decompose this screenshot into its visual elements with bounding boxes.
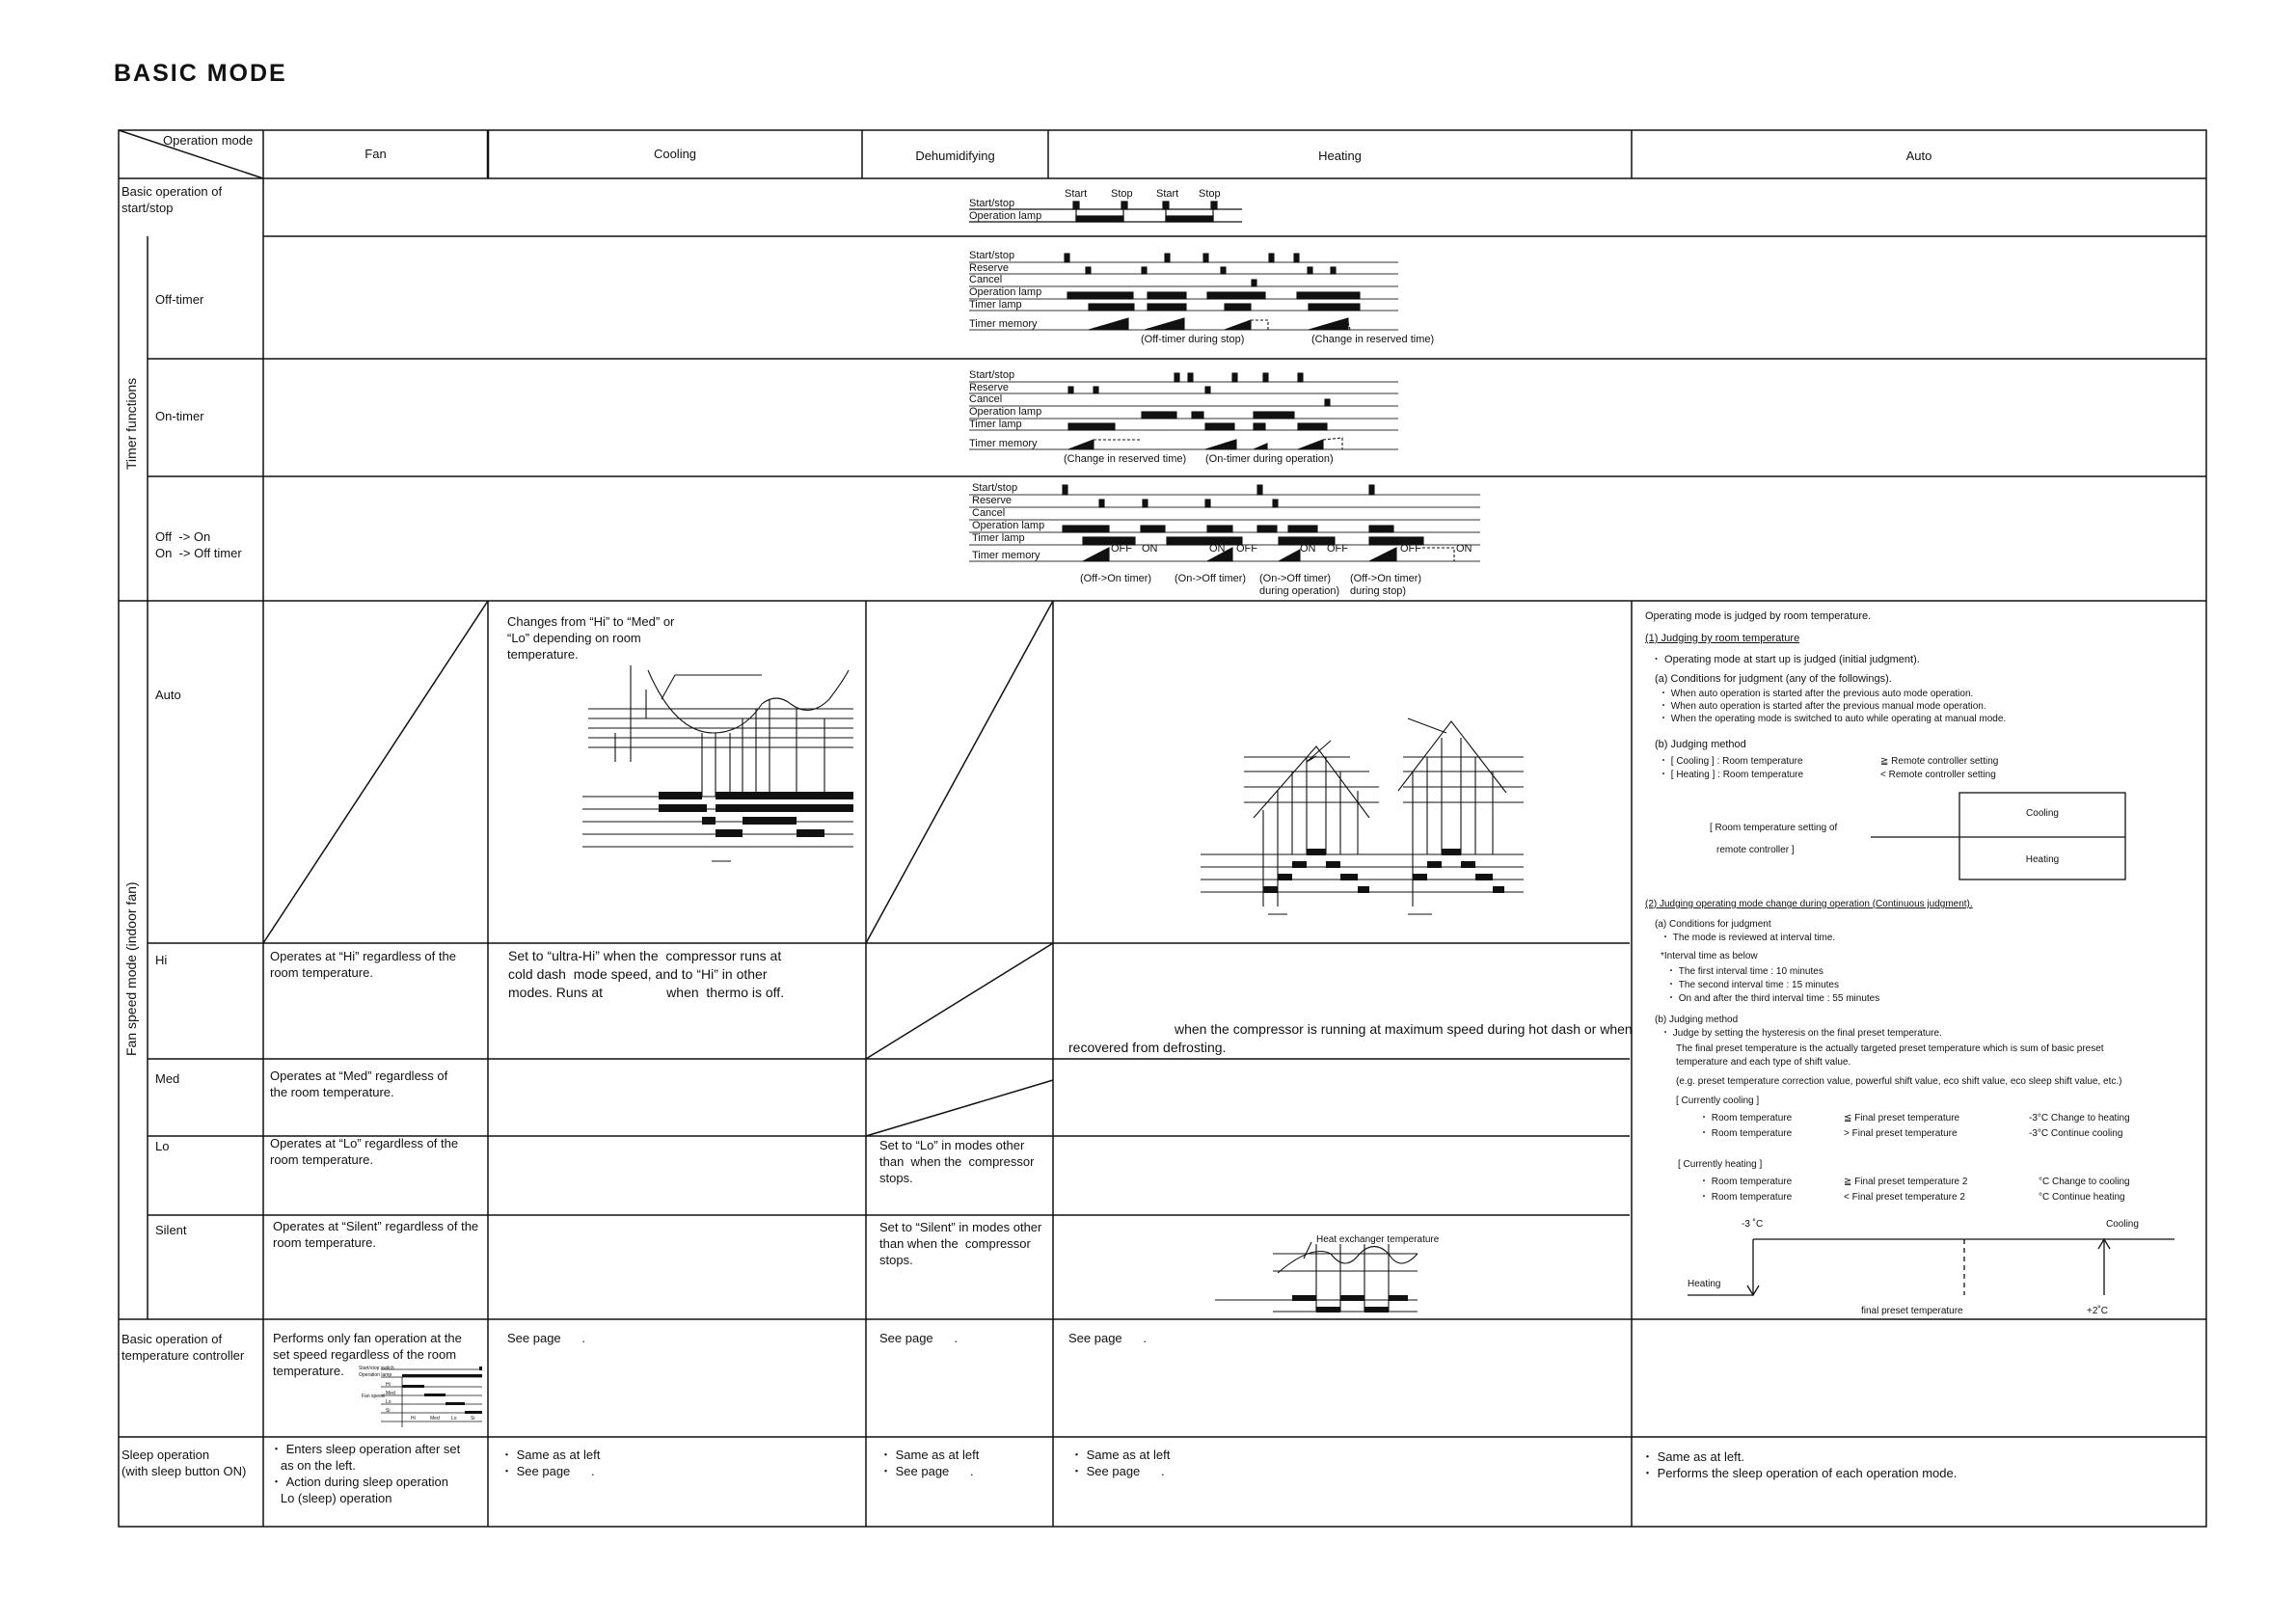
auto-setting: [ Room temperature setting of <box>1710 823 1838 833</box>
fan-mini-label: Lo <box>451 1416 457 1421</box>
cell-fan-temp-controller: Performs only fan operation at the set speed regardless of the room temperature. <box>273 1331 462 1378</box>
auto-line: < Final preset temperature 2 <box>1844 1192 1965 1203</box>
auto-line: (a) Conditions for judgment (any of the followings). <box>1655 673 1892 685</box>
row-on-timer: On-timer <box>155 409 204 423</box>
auto-line: °C Change to cooling <box>2039 1177 2130 1187</box>
auto-line: ・ On and after the third interval time : 55 minutes <box>1666 993 1880 1004</box>
offon-label: Reserve <box>972 495 1012 506</box>
on-label: Reserve <box>969 382 1009 393</box>
heat-exchanger-label: Heat exchanger temperature <box>1316 1234 1440 1245</box>
page-title: BASIC MODE <box>114 60 287 87</box>
row-temp-controller: Basic operation of temperature controller <box>122 1332 245 1363</box>
cell-dehum-sleep: ・ Same as at left ・ See page . <box>879 1448 980 1478</box>
auto-line: (e.g. preset temperature correction value, powerful shift value, eco shift value, eco sleep shift value, etc.) <box>1676 1076 2122 1087</box>
heat-exchanger-graph <box>1215 1242 1418 1313</box>
off-label: Timer memory <box>969 318 1038 330</box>
auto-line: ・ The second interval time : 15 minutes <box>1666 980 1839 990</box>
row-sleep-operation: Sleep operation (with sleep button ON) <box>122 1448 247 1478</box>
ss-event-stop-1: Stop <box>1111 188 1133 200</box>
header-cooling: Cooling <box>653 147 697 161</box>
cell-heating-hi: when the compressor is running at maximum speed during hot dash or when recovered from defrosting. <box>1068 1021 1633 1055</box>
offon-label: Start/stop <box>972 482 1018 494</box>
offon-label: Operation lamp <box>972 520 1045 531</box>
offon-mark: ON <box>1300 543 1316 555</box>
offon-mark: ON <box>1456 543 1472 555</box>
cooling-auto-graph <box>582 665 853 861</box>
ss-label-oplamp: Operation lamp <box>969 210 1042 222</box>
ss-label-startstop: Start/stop <box>969 198 1015 209</box>
auto-intro: Operating mode is judged by room temperature. <box>1645 610 1872 622</box>
auto-line: (b) Judging method <box>1655 739 1746 750</box>
cell-fan-lo: Operates at “Lo” regardless of the room temperature. <box>270 1136 459 1167</box>
fan-mini-label: Fan speed <box>362 1394 385 1399</box>
auto-line: ≦ Final preset temperature <box>1844 1113 1960 1123</box>
fan-mini-label: Med <box>386 1391 395 1396</box>
on-label: Start/stop <box>969 369 1015 381</box>
off-label: Operation lamp <box>969 286 1042 298</box>
offon-mark: OFF <box>1400 543 1421 555</box>
auto-line: (b) Judging method <box>1655 1015 1739 1025</box>
offon-label: Timer lamp <box>972 532 1025 544</box>
auto-box-heating: Heating <box>2025 854 2060 865</box>
auto-line: > Final preset temperature <box>1844 1128 1958 1139</box>
auto-setting: remote controller ] <box>1716 845 1795 855</box>
cell-fan-silent: Operates at “Silent” regardless of the room temperature. <box>273 1219 479 1250</box>
row-basic-startstop: Basic operation of start/stop <box>122 184 223 215</box>
fan-mini-label: Lo <box>386 1399 392 1405</box>
cell-fan-hi: Operates at “Hi” regardless of the room temperature. <box>270 949 456 980</box>
header-auto: Auto <box>1905 149 1932 163</box>
ss-event-stop-2: Stop <box>1199 188 1221 200</box>
auto-line: The final preset temperature is the actually targeted preset temperature which is sum of basic preset <box>1676 1043 2104 1054</box>
offon-mark: OFF <box>1236 543 1257 555</box>
row-med: Med <box>155 1071 180 1086</box>
offon-caption: (On->Off timer) <box>1175 573 1247 584</box>
on-caption: (Change in reserved time) <box>1064 453 1187 465</box>
cell-cooling-auto: Changes from “Hi” to “Med” or “Lo” depending on room temperature. <box>507 614 675 662</box>
auto-box-cooling: Cooling <box>2026 808 2059 819</box>
ss-event-start-1: Start <box>1065 188 1088 200</box>
header-corner: Operation mode <box>163 133 254 148</box>
auto-line: temperature and each type of shift value. <box>1676 1057 1851 1068</box>
auto-line: -3°C Continue cooling <box>2029 1128 2123 1139</box>
header-fan: Fan <box>365 147 387 161</box>
auto-line: *Interval time as below <box>1661 951 1758 961</box>
row-offon-timer: Off -> On On -> Off timer <box>155 529 242 560</box>
heating-auto-graph <box>1201 718 1524 914</box>
row-silent: Silent <box>155 1223 187 1237</box>
auto-line: -3°C Change to heating <box>2029 1113 2130 1123</box>
cell-cooling-sleep: ・ Same as at left ・ See page . <box>500 1448 601 1478</box>
row-off-timer: Off-timer <box>155 292 204 307</box>
auto-line: ・ Operating mode at start up is judged (initial judgment). <box>1651 654 1920 665</box>
auto-graph-minus: -3 ˚C <box>1742 1219 1764 1230</box>
cell-heating-see-page: See page . <box>1068 1331 1147 1345</box>
auto-line: ・ The mode is reviewed at interval time. <box>1661 933 1836 943</box>
row-fan-speed-mode: Fan speed mode (indoor fan) <box>123 881 139 1056</box>
offon-caption: (Off->On timer) <box>1080 573 1152 584</box>
auto-line: ・ When the operating mode is switched to auto while operating at manual mode. <box>1659 714 2007 724</box>
auto-line: ・ When auto operation is started after the previous manual mode operation. <box>1659 701 1986 712</box>
auto-line: ≧ Final preset temperature 2 <box>1844 1177 1968 1187</box>
fan-mini-label: Med <box>430 1416 440 1421</box>
auto-graph-plus: +2˚C <box>2087 1306 2108 1316</box>
auto-line: ・ Room temperature <box>1699 1177 1793 1187</box>
on-caption: (On-timer during operation) <box>1205 453 1334 465</box>
row-timer-functions: Timer functions <box>123 377 139 470</box>
auto-h1: (1) Judging by room temperature <box>1645 633 1800 644</box>
auto-line: ・ The first interval time : 10 minutes <box>1666 966 1823 977</box>
row-hi: Hi <box>155 953 168 967</box>
auto-line: [ Currently heating ] <box>1678 1159 1763 1170</box>
cell-auto-sleep: ・ Same as at left. ・ Performs the sleep operation of each operation mode. <box>1641 1449 1958 1480</box>
row-lo: Lo <box>155 1139 170 1153</box>
cell-dehum-lo: Set to “Lo” in modes other than when the compressor stops. <box>879 1138 1035 1185</box>
cell-heating-sleep: ・ Same as at left ・ See page . <box>1070 1448 1171 1478</box>
cell-fan-med: Operates at “Med” regardless of the room temperature. <box>270 1069 448 1099</box>
auto-line: (a) Conditions for judgment <box>1655 919 1771 930</box>
auto-line: ≧ Remote controller setting <box>1880 756 1999 767</box>
auto-line: ・ Room temperature <box>1699 1128 1793 1139</box>
cell-cooling-see-page: See page . <box>507 1331 585 1345</box>
on-label: Cancel <box>969 393 1003 405</box>
offon-label: Timer memory <box>972 550 1040 561</box>
offon-label: Cancel <box>972 507 1006 519</box>
auto-line: ・ Room temperature <box>1699 1192 1793 1203</box>
cell-dehum-silent: Set to “Silent” in modes other than when the compressor stops. <box>879 1220 1042 1267</box>
ss-event-start-2: Start <box>1156 188 1179 200</box>
off-label: Cancel <box>969 274 1003 285</box>
cell-cooling-hi: Set to “ultra-Hi” when the compressor runs at cold dash mode speed, and to “Hi” in other modes. Runs at when thermo is off. <box>508 948 785 1000</box>
offon-caption: (On->Off timer) during operation) <box>1259 573 1340 597</box>
off-label: Start/stop <box>969 250 1015 261</box>
fan-mini-label: Si <box>386 1408 391 1414</box>
row-auto: Auto <box>155 688 181 702</box>
header-dehumidifying: Dehumidifying <box>915 149 995 163</box>
auto-line: ・ [ Heating ] : Room temperature <box>1659 770 1804 780</box>
header-heating: Heating <box>1318 149 1362 163</box>
on-label: Timer memory <box>969 438 1038 449</box>
auto-h2: (2) Judging operating mode change during operation (Continuous judgment). <box>1645 899 1973 909</box>
fan-mini-label: Operation lamp <box>359 1372 392 1378</box>
auto-graph-cooling: Cooling <box>2106 1219 2139 1230</box>
auto-line: °C Continue heating <box>2039 1192 2125 1203</box>
on-label: Operation lamp <box>969 406 1042 418</box>
offon-mark: OFF <box>1327 543 1348 555</box>
auto-graph-heating: Heating <box>1688 1279 1721 1289</box>
offon-mark: ON <box>1209 543 1226 555</box>
offon-mark: ON <box>1142 543 1158 555</box>
auto-graph-final: final preset temperature <box>1861 1306 1963 1316</box>
off-label: Timer lamp <box>969 299 1022 311</box>
auto-line: ・ Room temperature <box>1699 1113 1793 1123</box>
fan-mini-label: Hi <box>411 1416 416 1421</box>
auto-line: ・ [ Cooling ] : Room temperature <box>1659 756 1803 767</box>
cell-dehum-see-page: See page . <box>879 1331 958 1345</box>
auto-line: ・ Judge by setting the hysteresis on the final preset temperature. <box>1661 1028 1942 1039</box>
offon-mark: OFF <box>1111 543 1132 555</box>
fan-mini-label: Hi <box>386 1382 391 1388</box>
auto-line: < Remote controller setting <box>1880 770 1996 780</box>
fan-mini-label: Si <box>471 1416 475 1421</box>
cell-fan-sleep: ・ Enters sleep operation after set as on the left. ・ Action during sleep operation Lo (sleep) operation <box>270 1442 461 1505</box>
fan-mini-label: Start/stop switch <box>359 1366 394 1371</box>
off-caption: (Off-timer during stop) <box>1141 334 1245 345</box>
auto-line: ・ When auto operation is started after the previous auto mode operation. <box>1659 689 1974 699</box>
auto-line: [ Currently cooling ] <box>1676 1096 1760 1106</box>
off-caption: (Change in reserved time) <box>1311 334 1435 345</box>
offon-caption: (Off->On timer) during stop) <box>1350 573 1422 597</box>
off-label: Reserve <box>969 262 1009 274</box>
on-label: Timer lamp <box>969 419 1022 430</box>
